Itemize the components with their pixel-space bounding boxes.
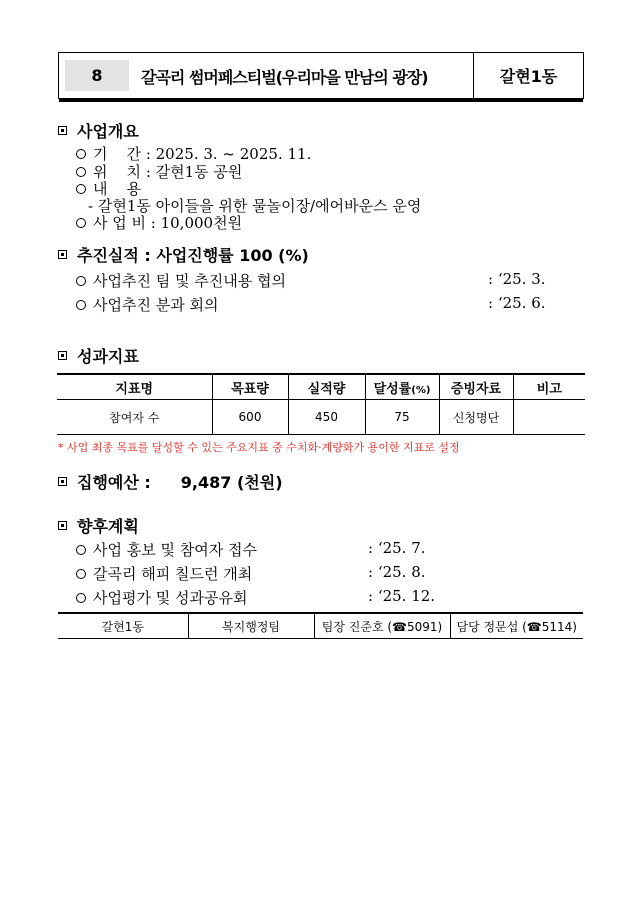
plan-item: [76, 539, 257, 560]
contact-dong: 갈현1동: [58, 613, 188, 639]
rate-header: 달성률: [373, 381, 412, 397]
table-row: [57, 400, 585, 435]
section-progress: [58, 243, 309, 266]
plan-item-text: 갈곡리 해피 칠드런 개최: [93, 565, 253, 583]
budget-text: 사 업 비 : 10,000천원: [93, 214, 243, 232]
circle-bullet-icon: [76, 300, 86, 310]
column-header: 목표량: [212, 374, 288, 400]
circle-bullet-icon: [76, 218, 86, 228]
contact-table: [58, 612, 583, 639]
progress-item-text: 사업추진 분과 회의: [93, 296, 219, 314]
contact-leader: 팀장 진준호 (☎5091): [314, 613, 450, 639]
section-heading: 향후계획: [77, 517, 139, 536]
budget-amount: 9,487 (천원): [180, 473, 283, 492]
progress-item: [76, 270, 286, 291]
plan-item: [76, 563, 252, 584]
column-header: 지표명: [57, 374, 212, 400]
indicator-rate: 75: [365, 400, 439, 435]
contact-staff: 담당 정문섭 (☎5114): [450, 613, 583, 639]
section-overview: [58, 119, 139, 142]
indicator-remark: [513, 400, 585, 435]
progress-item-date: : ‘25. 3.: [488, 270, 546, 288]
plan-item-date: : ‘25. 8.: [368, 563, 426, 581]
progress-item-date: : ‘25. 6.: [488, 294, 546, 312]
project-title: 갈곡리 썸머페스티벌(우리마을 만남의 광장): [141, 67, 428, 87]
section-budget-exec: [58, 470, 283, 493]
section-heading: 추진실적 : 사업진행률 100 (%): [77, 246, 309, 265]
title-box: [58, 52, 584, 99]
indicator-name: 참여자 수: [57, 400, 212, 435]
circle-bullet-icon: [76, 276, 86, 286]
plan-item: [76, 587, 247, 608]
progress-item: [76, 294, 218, 315]
indicator-evidence: 신청명단: [439, 400, 513, 435]
section-plan: [58, 514, 139, 537]
contact-row: [58, 613, 583, 639]
plan-item-date: : ‘25. 7.: [368, 539, 426, 557]
period-text: 기 간 : 2025. 3. ~ 2025. 11.: [93, 145, 312, 163]
indicator-table: [57, 373, 585, 435]
circle-bullet-icon: [76, 167, 86, 177]
section-heading: 집행예산 :: [77, 473, 151, 492]
location-text: 위 치 : 갈현1동 공원: [93, 163, 243, 181]
square-bullet-icon: [58, 250, 67, 259]
plan-item-text: 사업 홍보 및 참여자 접수: [93, 541, 257, 559]
item-number: 8: [65, 60, 129, 91]
contact-team: 복지행정팀: [188, 613, 314, 639]
table-header-row: [57, 374, 585, 400]
circle-bullet-icon: [76, 545, 86, 555]
section-heading: 성과지표: [77, 347, 139, 366]
column-header: 실적량: [288, 374, 365, 400]
column-header: [365, 374, 439, 400]
circle-bullet-icon: [76, 569, 86, 579]
circle-bullet-icon: [76, 184, 86, 194]
overview-content-detail: - 갈현1동 아이들을 위한 물놀이장/에어바운스 운영: [88, 197, 422, 215]
overview-budget: [76, 212, 242, 233]
department-name: 갈현1동: [499, 67, 558, 86]
plan-item-date: : ‘25. 12.: [368, 587, 436, 605]
indicator-target: 600: [212, 400, 288, 435]
square-bullet-icon: [58, 126, 67, 135]
section-indicators: [58, 344, 139, 367]
square-bullet-icon: [58, 521, 67, 530]
square-bullet-icon: [58, 477, 67, 486]
rate-unit: (%): [411, 384, 431, 396]
circle-bullet-icon: [76, 593, 86, 603]
indicator-note: * 사업 최종 목표를 달성할 수 있는 주요지표 중 수치화·계량화가 용이한 지표로 설정: [58, 441, 460, 454]
circle-bullet-icon: [76, 149, 86, 159]
section-heading: 사업개요: [77, 122, 139, 141]
indicator-actual: 450: [288, 400, 365, 435]
progress-item-text: 사업추진 팀 및 추진내용 협의: [93, 272, 286, 290]
content-label: 내 용: [93, 180, 142, 198]
title-cell: [59, 53, 474, 98]
column-header: 비고: [513, 374, 585, 400]
plan-item-text: 사업평가 및 성과공유회: [93, 589, 248, 607]
column-header: 증빙자료: [439, 374, 513, 400]
square-bullet-icon: [58, 351, 67, 360]
